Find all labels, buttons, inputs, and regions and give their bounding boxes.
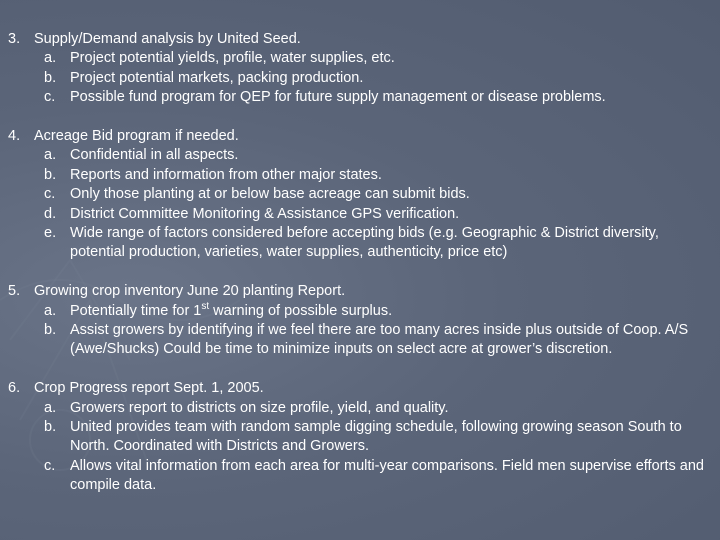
sub-item-letter: c.: [44, 457, 56, 474]
item-heading: Crop Progress report Sept. 1, 2005.: [34, 380, 264, 397]
sub-item-letter: b.: [44, 322, 57, 339]
sub-item: [34, 185, 712, 204]
sub-item-letter: b.: [44, 69, 57, 86]
sub-item: [34, 418, 712, 457]
sub-item: [34, 205, 712, 224]
sub-item-letter: d.: [44, 205, 57, 222]
sub-item-letter: a.: [44, 50, 57, 67]
sub-item-letter: e.: [44, 225, 57, 242]
sub-item-text: Wide range of factors considered before accepting bids (e.g. Geographic & District diversity, potential production, varieties, water supplies, authenticity, price etc): [70, 225, 659, 261]
sub-item: [34, 88, 712, 107]
sub-item: [34, 166, 712, 185]
sub-item-text: Project potential yields, profile, water supplies, etc.: [70, 50, 395, 67]
sub-item-letter: b.: [44, 419, 57, 436]
sub-item: [34, 399, 712, 418]
sub-item-letter: c.: [44, 89, 56, 106]
superscript: st: [201, 300, 210, 312]
sub-item-text: Assist growers by identifying if we feel there are too many acres inside plus outside of Coop. A/S (Awe/Shucks) Could be time to minimize inputs on select acre at grower’s discretion.: [70, 322, 689, 358]
sub-item: [34, 321, 712, 360]
sub-item: [34, 457, 712, 496]
sub-item-letter: a.: [44, 399, 57, 416]
sub-list: [34, 49, 712, 107]
sub-item: [34, 302, 712, 321]
item-heading: Acreage Bid program if needed.: [34, 128, 239, 145]
slide-content: [8, 30, 712, 515]
sub-item-letter: a.: [44, 147, 57, 164]
item-number: 6.: [8, 380, 21, 397]
item-heading: Supply/Demand analysis by United Seed.: [34, 31, 301, 47]
sub-list: [34, 146, 712, 262]
sub-item-text: United provides team with random sample digging schedule, following growing season South to North. Coordinated with Districts and Growers.: [70, 419, 682, 455]
sub-item-text: Allows vital information from each area for multi-year comparisons. Field men supervise efforts and compile data.: [70, 457, 704, 494]
sub-item-text: Only those planting at or below base acreage can submit bids.: [70, 186, 470, 203]
sub-item-text: Growers report to districts on size profile, yield, and quality.: [70, 399, 449, 416]
sub-item-text: District Committee Monitoring & Assistance GPS verification.: [70, 205, 460, 222]
sub-list: [34, 302, 712, 360]
sub-item: [34, 49, 712, 68]
sub-item: [34, 224, 712, 263]
sub-item-text: Project potential markets, packing production.: [70, 69, 364, 86]
sub-list: [34, 399, 712, 496]
list-item-3: [8, 30, 712, 108]
item-number: 5.: [8, 283, 21, 300]
sub-item: [34, 146, 712, 165]
item-number: 4.: [8, 128, 21, 145]
sub-item: [34, 69, 712, 88]
sub-item-letter: a.: [44, 302, 57, 319]
sub-item-text: Confidential in all aspects.: [70, 147, 239, 164]
item-number: 3.: [8, 31, 21, 47]
sub-item-letter: b.: [44, 166, 57, 183]
sub-item-letter: c.: [44, 186, 56, 203]
numbered-list: [8, 30, 712, 496]
sub-item-text-post: warning of possible surplus.: [209, 302, 393, 319]
sub-item-text: [70, 300, 393, 319]
list-item-5: [8, 282, 712, 360]
list-item-4: [8, 127, 712, 263]
list-item-6: [8, 379, 712, 495]
sub-item-text: Reports and information from other major states.: [70, 166, 382, 183]
sub-item-text: Possible fund program for QEP for future supply management or disease problems.: [70, 89, 606, 106]
sub-item-text-pre: Potentially time for 1: [70, 302, 202, 319]
item-heading: Growing crop inventory June 20 planting Report.: [34, 283, 346, 300]
